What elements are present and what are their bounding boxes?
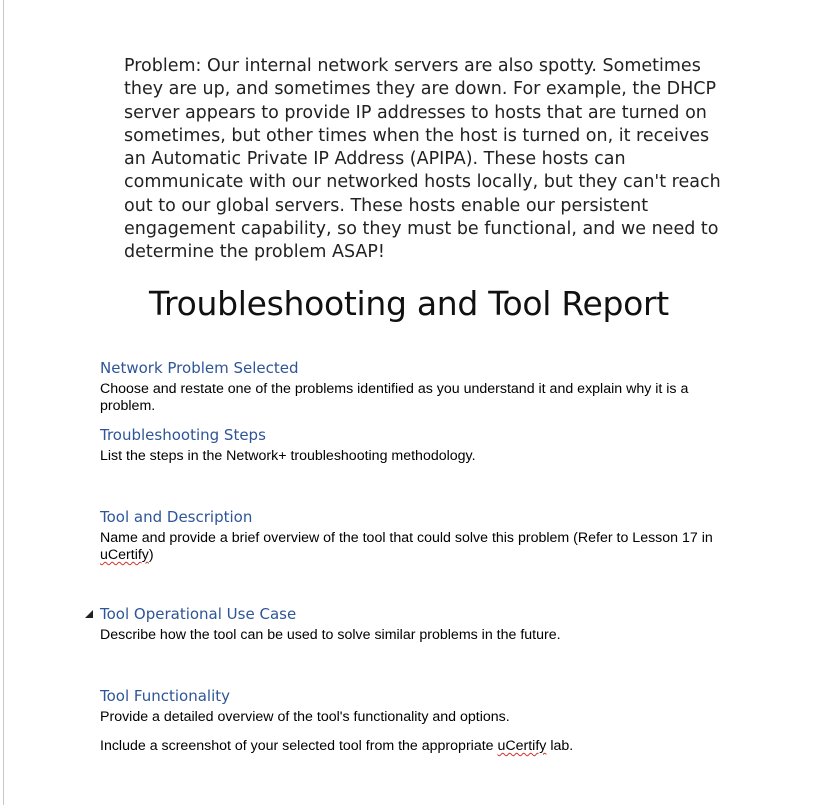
- heading-operational-use-case: Tool Operational Use Case: [100, 605, 297, 623]
- spellcheck-word-ucertify[interactable]: uCertify: [100, 547, 149, 563]
- spellcheck-word-ucertify-2[interactable]: uCertify: [497, 738, 547, 754]
- body-troubleshooting-steps: List the steps in the Network+ troubleshooting methodology.: [100, 448, 476, 464]
- problem-paragraph: Problem: Our internal network servers are also spotty. Sometimes they are up, and sometimes they are down. For example, the DHCP server appears to provide IP addresses to hosts that are turned on sometimes, but other times when the host is turned on, it receives an Automatic Private IP Address (APIPA). These hosts can communicate with our networked hosts locally, but they can't reach out to our global servers. These hosts enable our persistent engagement capability, so they must be functional, and we need to determine the problem ASAP!: [124, 56, 721, 263]
- collapse-triangle-icon[interactable]: [85, 610, 93, 618]
- body-tool-description: [100, 530, 725, 564]
- heading-network-problem: Network Problem Selected: [100, 359, 299, 377]
- body-screenshot-instruction: [100, 738, 725, 755]
- document-title: Troubleshooting and Tool Report: [149, 284, 669, 323]
- tool-description-text-end: ): [148, 547, 154, 563]
- heading-tool-description: Tool and Description: [100, 508, 253, 526]
- body-operational-use-case: Describe how the tool can be used to solve similar problems in the future.: [100, 627, 561, 643]
- body-network-problem: Choose and restate one of the problems identified as you understand it and explain why it is a problem.: [100, 381, 689, 414]
- heading-troubleshooting-steps: Troubleshooting Steps: [100, 426, 266, 444]
- heading-tool-functionality: Tool Functionality: [100, 687, 230, 705]
- body-tool-functionality: Provide a detailed overview of the tool's functionality and options.: [100, 709, 510, 725]
- screenshot-instruction-text: Include a screenshot of your selected tool from the appropriate: [100, 738, 498, 754]
- tool-description-text: Name and provide a brief overview of the tool that could solve this problem (Refer to Lesson 17 in: [100, 530, 713, 546]
- screenshot-instruction-text-end: lab.: [546, 738, 574, 754]
